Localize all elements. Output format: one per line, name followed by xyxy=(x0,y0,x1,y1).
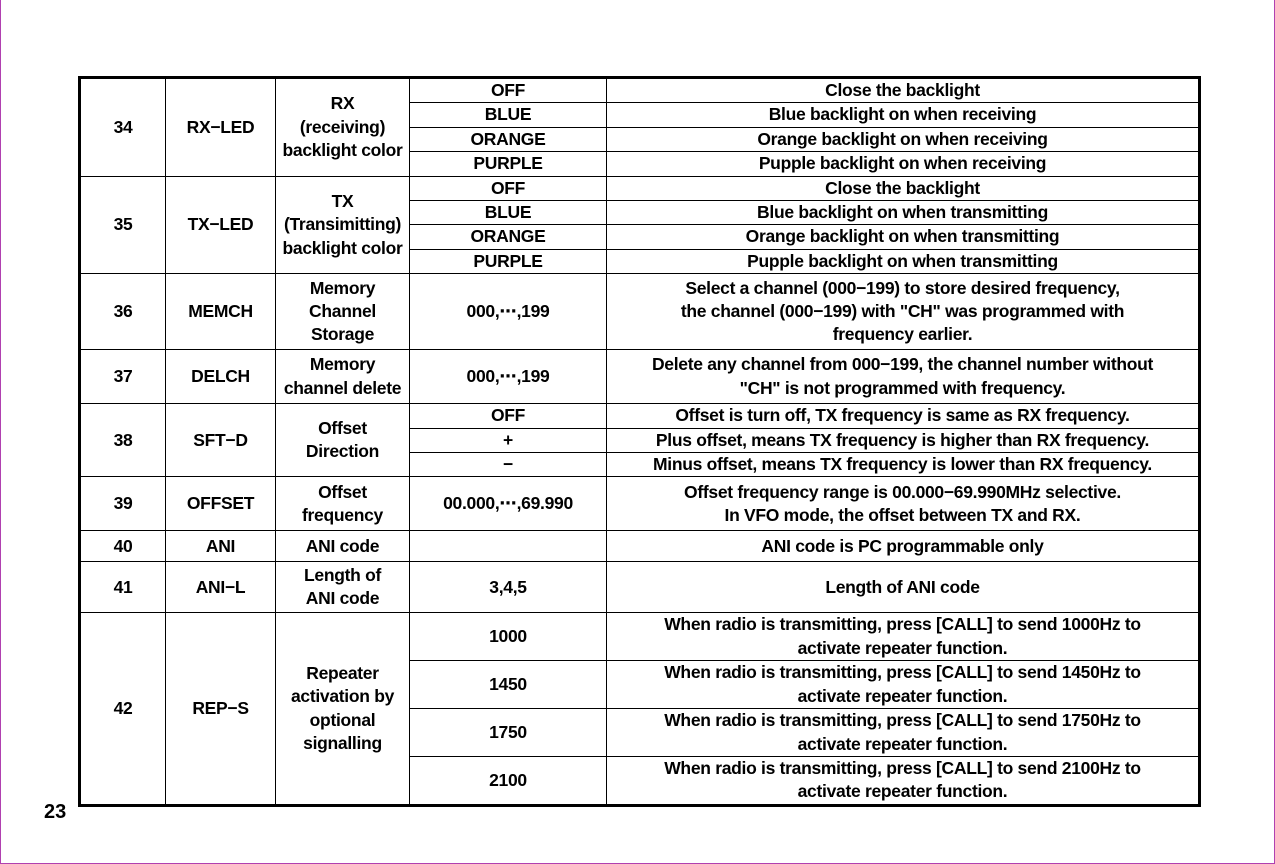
table-row xyxy=(80,274,1200,350)
option-description: Close the backlight xyxy=(607,78,1200,103)
menu-number: 39 xyxy=(80,477,166,531)
option-description: Minus offset, means TX frequency is lower than RX frequency. xyxy=(607,453,1200,477)
option-value: 00.000,⋯,69.990 xyxy=(410,477,607,531)
menu-function: ANI code xyxy=(276,531,410,562)
option-description: Offset frequency range is 00.000−69.990MHz selective. In VFO mode, the offset between TX and RX. xyxy=(607,477,1200,531)
option-description: Orange backlight on when receiving xyxy=(607,127,1200,151)
menu-function: RX (receiving) backlight color xyxy=(276,78,410,177)
page-number: 23 xyxy=(44,801,67,823)
menu-number: 36 xyxy=(80,274,166,350)
menu-number: 41 xyxy=(80,562,166,613)
option-description: When radio is transmitting, press [CALL] to send 1000Hz to activate repeater function. xyxy=(607,613,1200,661)
option-description: ANI code is PC programmable only xyxy=(607,531,1200,562)
option-description: Offset is turn off, TX frequency is same as RX frequency. xyxy=(607,404,1200,428)
menu-name: MEMCH xyxy=(166,274,276,350)
menu-function: Length of ANI code xyxy=(276,562,410,613)
option-value: ORANGE xyxy=(410,127,607,151)
menu-number: 42 xyxy=(80,613,166,805)
option-description: When radio is transmitting, press [CALL] to send 2100Hz to activate repeater function. xyxy=(607,756,1200,805)
menu-number: 40 xyxy=(80,531,166,562)
menu-name: RX−LED xyxy=(166,78,276,177)
option-value: 1000 xyxy=(410,613,607,661)
option-description: Orange backlight on when transmitting xyxy=(607,225,1200,249)
option-description: Blue backlight on when receiving xyxy=(607,103,1200,127)
option-value: PURPLE xyxy=(410,249,607,273)
menu-name: OFFSET xyxy=(166,477,276,531)
option-value: 000,⋯,199 xyxy=(410,350,607,404)
option-value: + xyxy=(410,428,607,452)
table-row xyxy=(80,176,1200,200)
menu-name: ANI xyxy=(166,531,276,562)
option-description: Blue backlight on when transmitting xyxy=(607,201,1200,225)
option-description: When radio is transmitting, press [CALL] to send 1750Hz to activate repeater function. xyxy=(607,709,1200,757)
menu-function: Repeater activation by optional signalling xyxy=(276,613,410,805)
option-value: 3,4,5 xyxy=(410,562,607,613)
option-value: 1750 xyxy=(410,709,607,757)
menu-number: 38 xyxy=(80,404,166,477)
menu-name: ANI−L xyxy=(166,562,276,613)
option-value: OFF xyxy=(410,176,607,200)
table-row xyxy=(80,350,1200,404)
menu-function: Offset Direction xyxy=(276,404,410,477)
option-value: 000,⋯,199 xyxy=(410,274,607,350)
menu-name: DELCH xyxy=(166,350,276,404)
option-value: BLUE xyxy=(410,201,607,225)
option-value: − xyxy=(410,453,607,477)
option-description: Length of ANI code xyxy=(607,562,1200,613)
option-value: BLUE xyxy=(410,103,607,127)
menu-function: TX (Transimitting) backlight color xyxy=(276,176,410,274)
menu-settings-table xyxy=(78,76,1201,807)
menu-number: 34 xyxy=(80,78,166,177)
menu-function: Memory channel delete xyxy=(276,350,410,404)
option-value: PURPLE xyxy=(410,152,607,176)
option-value: 1450 xyxy=(410,661,607,709)
menu-number: 35 xyxy=(80,176,166,274)
option-description: When radio is transmitting, press [CALL] to send 1450Hz to activate repeater function. xyxy=(607,661,1200,709)
option-value: 2100 xyxy=(410,756,607,805)
option-description: Plus offset, means TX frequency is higher than RX frequency. xyxy=(607,428,1200,452)
table-row xyxy=(80,613,1200,661)
menu-name: SFT−D xyxy=(166,404,276,477)
option-description: Delete any channel from 000−199, the channel number without "CH" is not programmed with frequency. xyxy=(607,350,1200,404)
menu-function: Memory Channel Storage xyxy=(276,274,410,350)
page-edge-left xyxy=(0,0,1,864)
table-row xyxy=(80,562,1200,613)
option-value: OFF xyxy=(410,78,607,103)
table-row xyxy=(80,78,1200,103)
table-row xyxy=(80,531,1200,562)
option-value: ORANGE xyxy=(410,225,607,249)
option-value xyxy=(410,531,607,562)
option-description: Close the backlight xyxy=(607,176,1200,200)
table-row xyxy=(80,404,1200,428)
option-description: Select a channel (000−199) to store desired frequency, the channel (000−199) with "CH" was programmed with frequency earlier. xyxy=(607,274,1200,350)
table-row xyxy=(80,477,1200,531)
menu-name: TX−LED xyxy=(166,176,276,274)
option-value: OFF xyxy=(410,404,607,428)
option-description: Pupple backlight on when receiving xyxy=(607,152,1200,176)
menu-number: 37 xyxy=(80,350,166,404)
menu-name: REP−S xyxy=(166,613,276,805)
option-description: Pupple backlight on when transmitting xyxy=(607,249,1200,273)
menu-function: Offset frequency xyxy=(276,477,410,531)
